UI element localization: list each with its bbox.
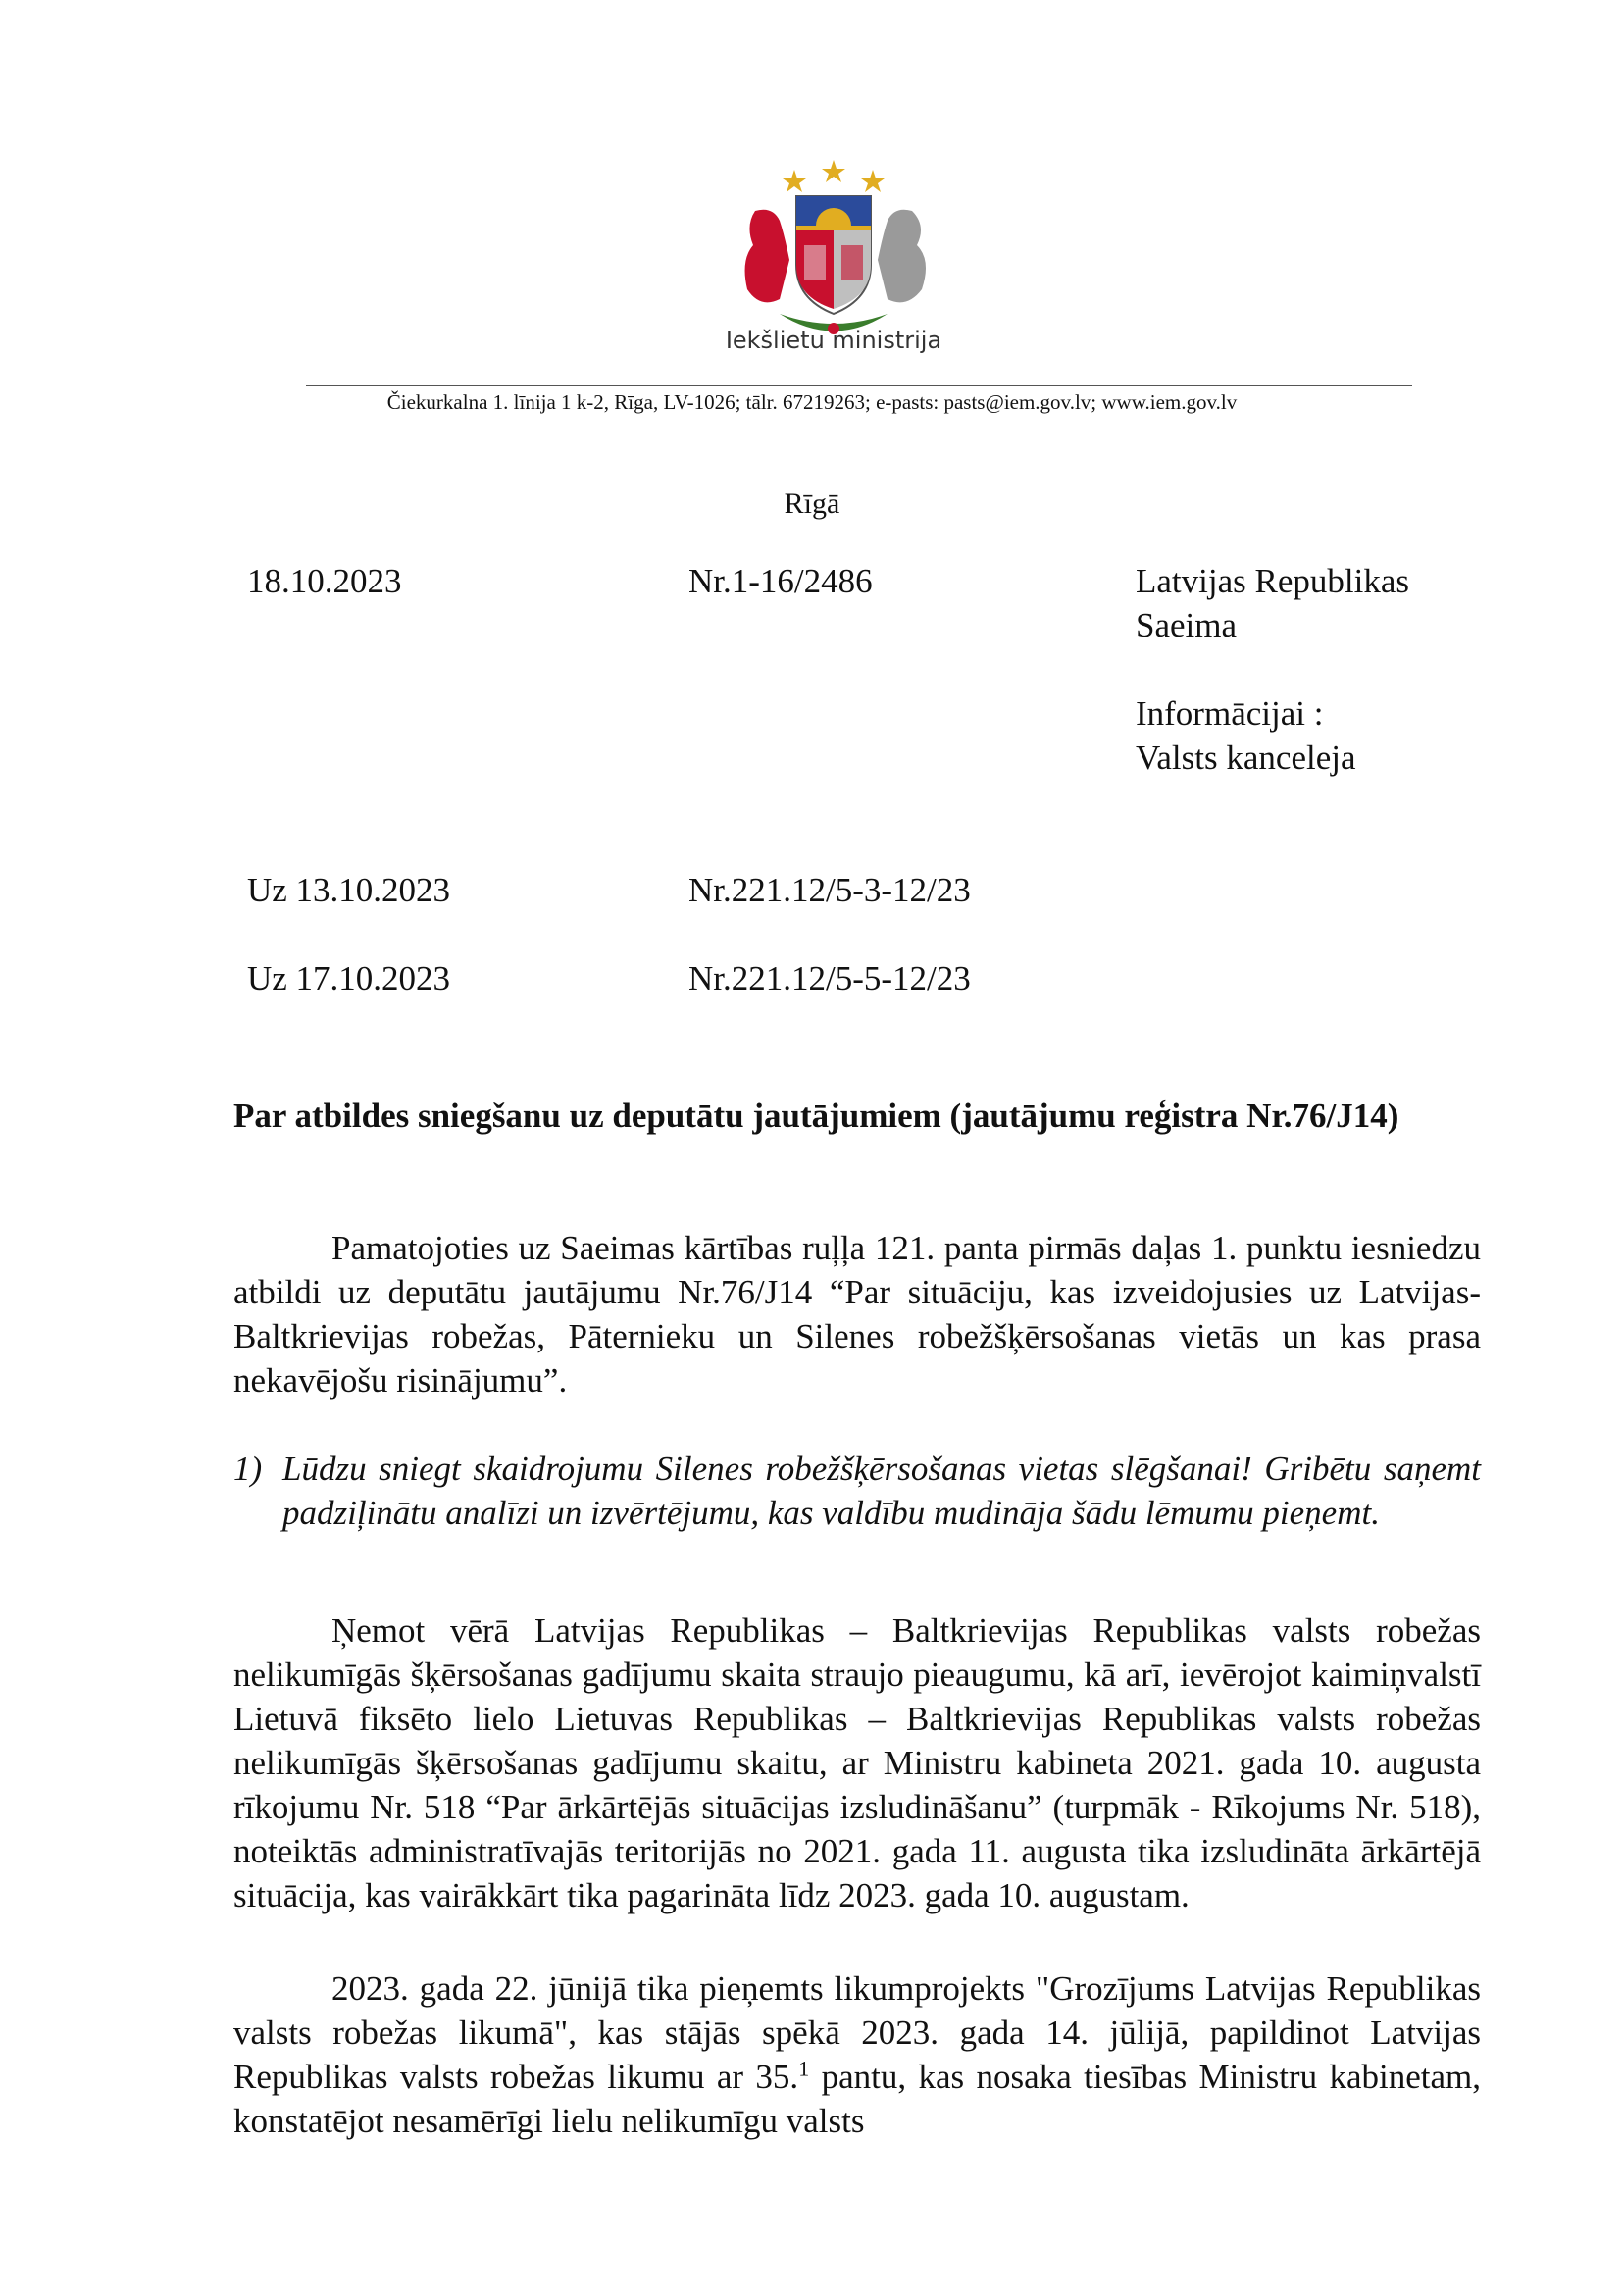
paragraph-2-text: 2023. gada 22. jūnijā tika pieņemts likumprojekts "Grozījums Latvijas Republikas valsts robežas likumā", kas stājās spēkā 2023. gada 14. jūlijā, papildinot Latvijas Republikas valsts robežas likumu ar 35. xyxy=(233,1969,1481,2096)
reference-2-number: Nr.221.12/5-5-12/23 xyxy=(688,959,971,997)
recipient-line-1: Latvijas Republikas xyxy=(1136,562,1409,600)
reference-2-date: Uz 17.10.2023 xyxy=(247,959,451,997)
info-recipient xyxy=(1136,691,1356,780)
recipient xyxy=(1136,559,1409,647)
question-number: 1) xyxy=(233,1450,263,1488)
info-label: Informācijai : xyxy=(1136,694,1324,733)
lion-supporter xyxy=(745,210,789,303)
document-number: Nr.1-16/2486 xyxy=(688,562,873,600)
question-1 xyxy=(233,1447,1481,1535)
document-date: 18.10.2023 xyxy=(247,562,402,600)
paragraph-1: Ņemot vērā Latvijas Republikas – Baltkrievijas Republikas valsts robežas nelikumīgās šķērsošanas gadījumu skaita straujo pieaugumu, kā arī, ievērojot kaimiņvalstī Lietuvā fiksēto lielo Lietuvas Republikas – Baltkrievijas Republikas valsts robežas nelikumīgās šķērsošanas gadījumu skaitu, ar Ministru kabineta 2021. gada 10. augusta rīkojumu Nr. 518 “Par ārkārtējās situācijas izsludināšanu” (turpmāk - Rīkojums Nr. 518), noteiktās administratīvajās teritorijās no 2021. gada 11. augusta tika izsludināta ārkārtējā situācija, kas vairākkārt tika pagarināta līdz 2023. gada 10. augustam. xyxy=(233,1611,1481,1914)
reference-1-date: Uz 13.10.2023 xyxy=(247,871,451,909)
intro-paragraph: Pamatojoties uz Saeimas kārtības ruļļa 121. panta pirmās daļas 1. punktu iesniedzu atbildi uz deputātu jautājumu Nr.76/J14 “Par situāciju, kas izveidojusies uz Latvijas- Baltkrievijas robežas, Pāternieku un Silenes robežšķērsošanas vietās un kas prasa nekavējošu risinājumu”. xyxy=(233,1229,1481,1400)
griffin-supporter xyxy=(878,210,926,303)
ministry-name: Iekšlietu ministrija xyxy=(725,327,942,354)
paragraph-2 xyxy=(233,1966,1481,2143)
paragraph-2-superscript: 1 xyxy=(798,2056,810,2081)
stars xyxy=(783,160,885,192)
shield xyxy=(796,196,871,314)
reference-1-number: Nr.221.12/5-3-12/23 xyxy=(688,871,971,909)
header-divider xyxy=(306,385,1412,386)
subject-heading: Par atbildes sniegšanu uz deputātu jautājumiem (jautājumu reģistra Nr.76/J14) xyxy=(233,1096,1399,1135)
paragraph-2-text-cont: pantu, kas nosaka tiesības Ministru kabinetam, konstatējot nesamērīgi lielu nelikumīgu valsts xyxy=(233,2058,1481,2140)
question-text: Lūdzu sniegt skaidrojumu Silenes robežšķērsošanas vietas slēgšanai! Gribētu saņemt padziļinātu analīzi un izvērtējumu, kas valdību mudināja šādu lēmumu pieņemt. xyxy=(282,1450,1481,1532)
info-recipient-name: Valsts kanceleja xyxy=(1136,739,1356,777)
city: Rīgā xyxy=(784,487,840,520)
contact-info: Čiekurkalna 1. līnija 1 k-2, Rīga, LV-1026; tālr. 67219263; e-pasts: pasts@iem.gov.lv; www.iem.gov.lv xyxy=(386,390,1238,414)
recipient-line-2: Saeima xyxy=(1136,606,1238,644)
